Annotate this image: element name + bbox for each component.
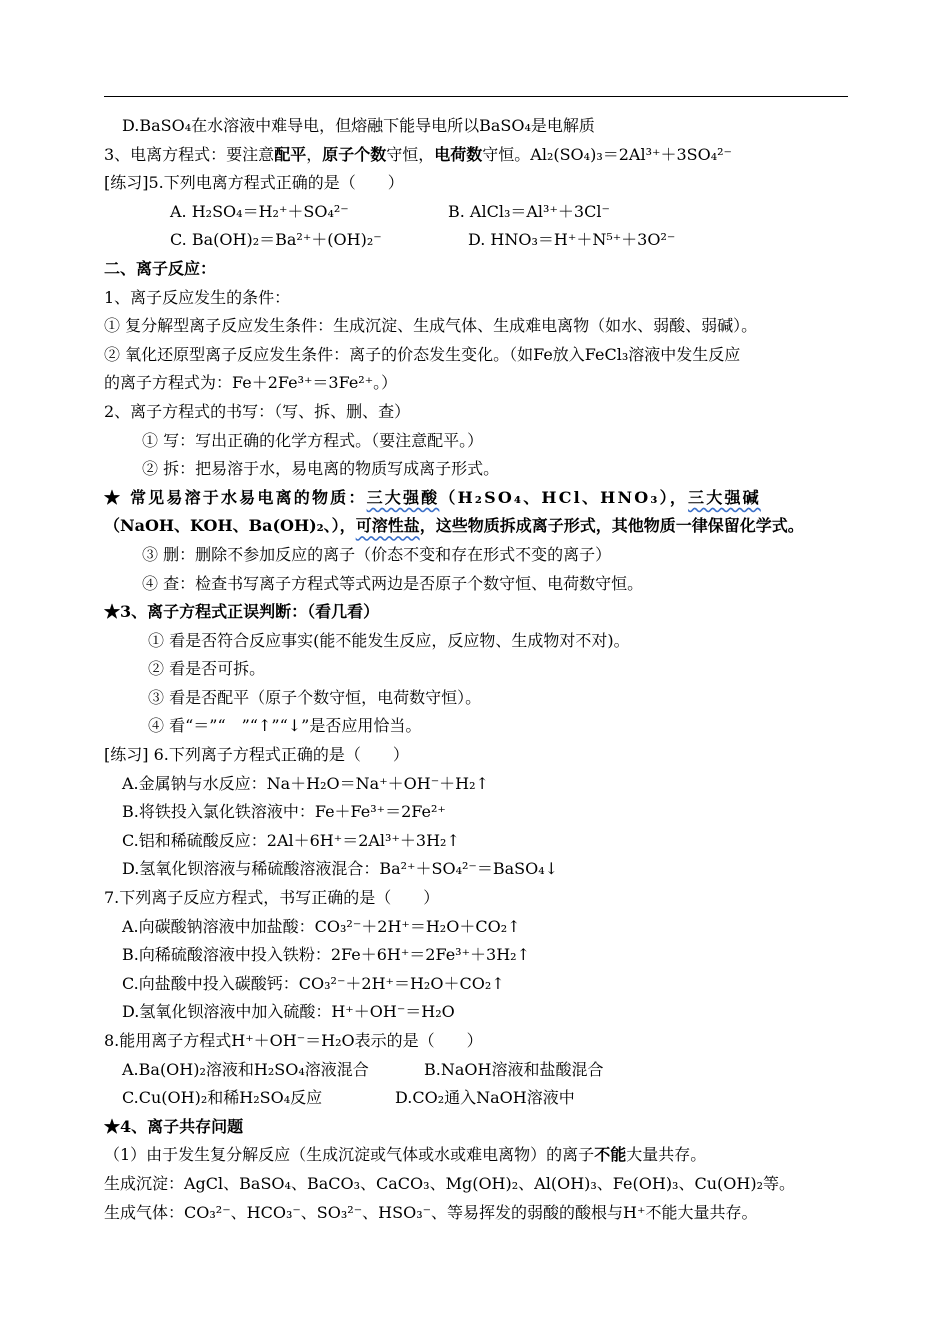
text-span: ★ 常见易溶于水易电离的物质：	[104, 487, 367, 507]
condition-double-decomposition: ① 复分解型离子反应发生条件：生成沉淀、生成气体、生成难电离物（如水、弱酸、弱碱）。	[104, 316, 758, 336]
exercise-8-options-ab	[104, 1056, 854, 1085]
judge-2: ② 看是否可拆。	[148, 659, 266, 679]
section-heading-ionic-reaction: 二、离子反应：	[104, 258, 217, 278]
strong-electrolytes-line-1	[104, 484, 854, 513]
bold-cannot: 不能	[594, 1145, 627, 1165]
ionization-equation-heading	[104, 141, 854, 170]
bold-charge-count: 电荷数	[434, 144, 483, 164]
gases-list: 生成气体：CO₃²⁻、HCO₃⁻、SO₃²⁻、HSO₃⁻、等易挥发的弱酸的酸根与H⁺不能大量共存。	[104, 1202, 758, 1222]
text-span: ，这些物质拆成离子形式，其他物质一律保留化学式。	[419, 516, 804, 536]
step-check: ④ 查：检查书写离子方程式等式两边是否原子个数守恒、电荷数守恒。	[142, 573, 644, 593]
step-delete: ③ 删：删除不参加反应的离子（价态不变和存在形式不变的离子）	[142, 544, 612, 564]
option-c: C. Ba(OH)₂＝Ba²⁺＋(OH)₂⁻	[170, 230, 382, 250]
precipitates-list: 生成沉淀：AgCl、BaSO₄、BaCO₃、CaCO₃、Mg(OH)₂、Al(OH)₃、Fe(OH)₃、Cu(OH)₂等。	[104, 1173, 795, 1193]
option-d: D.CO₂通入NaOH溶液中	[395, 1088, 575, 1108]
text-span: （H₂SO₄、HCl、HNO₃），	[439, 487, 689, 507]
bold-atom-count: 原子个数	[322, 144, 387, 164]
judge-3: ③ 看是否配平（原子个数守恒，电荷数守恒）。	[148, 687, 482, 707]
option-a: A. H₂SO₄＝H₂⁺＋SO₄²⁻	[170, 201, 349, 221]
text-span: ，	[306, 144, 323, 164]
text-span: （NaOH、KOH、Ba(OH)₂、），	[104, 516, 356, 536]
exercise-7-option-b: B.向稀硫酸溶液中投入铁粉：2Fe＋6H⁺＝2Fe³⁺＋3H₂↑	[122, 945, 530, 965]
header-rule	[104, 96, 848, 97]
exercise-8-options-cd	[104, 1084, 854, 1113]
condition-redox: ② 氧化还原型离子反应发生条件：离子的价态发生变化。（如Fe放入FeCl₃溶液中发生反应	[104, 344, 741, 364]
exercise-7-option-d: D.氢氧化钡溶液中加入硫酸：H⁺＋OH⁻＝H₂O	[122, 1002, 455, 1022]
coexistence-rule-1	[104, 1141, 854, 1170]
judgement-heading: ★3、离子方程式正误判断：（看几看）	[104, 602, 380, 622]
text-span: 守恒。Al₂(SO₄)₃＝2Al³⁺＋3SO₄²⁻	[482, 144, 732, 164]
strong-electrolytes-line-2	[104, 512, 854, 541]
soluble-salts: 可溶性盐	[355, 516, 420, 536]
document-body	[104, 112, 854, 1227]
option-a: A.Ba(OH)₂溶液和H₂SO₄溶液混合	[122, 1059, 369, 1079]
exercise-6-question: [练习] 6.下列离子方程式正确的是（ ）	[104, 745, 409, 765]
reaction-conditions-heading: 1、离子反应发生的条件：	[104, 287, 291, 307]
exercise-5-question: [练习]5.下列电离方程式正确的是（ ）	[104, 173, 404, 193]
exercise-6-option-a: A.金属钠与水反应：Na＋H₂O＝Na⁺＋OH⁻＋H₂↑	[122, 773, 489, 793]
three-strong-acids: 三大强酸	[366, 487, 440, 507]
exercise-5-options-ab	[104, 198, 854, 227]
condition-redox-example: 的离子方程式为：Fe＋2Fe³⁺＝3Fe²⁺。）	[104, 373, 398, 393]
exercise-5-options-cd	[104, 226, 854, 255]
step-write: ① 写：写出正确的化学方程式。（要注意配平。）	[142, 430, 484, 450]
exercise-7-option-a: A.向碳酸钠溶液中加盐酸：CO₃²⁻＋2H⁺＝H₂O＋CO₂↑	[122, 916, 521, 936]
exercise-7-option-c: C.向盐酸中投入碳酸钙：CO₃²⁻＋2H⁺＝H₂O＋CO₂↑	[122, 973, 505, 993]
bold-peiping: 配平	[274, 144, 307, 164]
text-span: （1）由于发生复分解反应（生成沉淀或气体或水或难电离物）的离子	[104, 1145, 595, 1165]
option-b: B. AlCl₃＝Al³⁺＋3Cl⁻	[448, 201, 610, 221]
writing-heading: 2、离子方程式的书写：（写、拆、删、查）	[104, 401, 411, 421]
exercise-8-question: 8.能用离子方程式H⁺＋OH⁻＝H₂O表示的是（ ）	[104, 1031, 483, 1050]
option-b: B.NaOH溶液和盐酸混合	[424, 1059, 604, 1079]
exercise-6-option-c: C.铝和稀硫酸反应：2Al＋6H⁺＝2Al³⁺＋3H₂↑	[122, 830, 460, 850]
exercise-7-question: 7.下列离子反应方程式，书写正确的是（ ）	[104, 888, 440, 908]
text-span: 3、电离方程式：要注意	[104, 144, 275, 164]
text-span: 守恒，	[386, 144, 435, 164]
judge-4: ④ 看“＝”“ ”“↑”“↓”是否应用恰当。	[148, 716, 422, 736]
option-c: C.Cu(OH)₂和稀H₂SO₄反应	[122, 1088, 323, 1108]
judge-1: ① 看是否符合反应事实(能不能发生反应，反应物、生成物对不对)。	[148, 630, 630, 650]
exercise-6-option-d: D.氢氧化钡溶液与稀硫酸溶液混合：Ba²⁺＋SO₄²⁻＝BaSO₄↓	[122, 859, 559, 879]
exercise-6-option-b: B.将铁投入氯化铁溶液中：Fe＋Fe³⁺＝2Fe²⁺	[122, 802, 446, 822]
coexistence-heading: ★4、离子共存问题	[104, 1116, 244, 1136]
option-d: D. HNO₃＝H⁺＋N⁵⁺＋3O²⁻	[468, 230, 676, 250]
option-d-baso4: D.BaSO₄在水溶液中难导电，但熔融下能导电所以BaSO₄是电解质	[122, 116, 595, 135]
step-split: ② 拆：把易溶于水，易电离的物质写成离子形式。	[142, 459, 500, 479]
three-strong-bases: 三大强碱	[688, 487, 761, 507]
text-span: 大量共存。	[626, 1145, 707, 1165]
